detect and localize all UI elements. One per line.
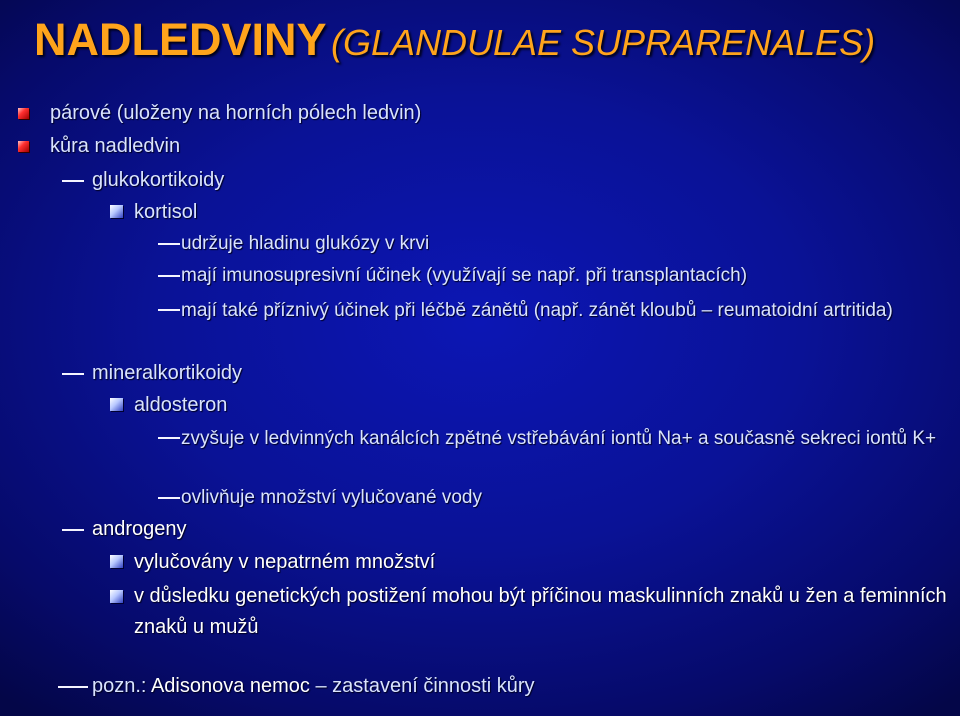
blue-square-bullet-icon — [110, 205, 123, 218]
line-aldosteron: aldosteron — [134, 394, 228, 416]
line-udrzuje-hladinu: udržuje hladinu glukózy v krvi — [181, 233, 430, 254]
line-priznivy-ucinek: mají také příznivý účinek při léčbě zánětů (např. zánět kloubů – reumatoidní artritida) — [181, 300, 893, 321]
line-zvysuje: zvyšuje v ledvinných kanálcích zpětné vstřebávání iontů Na+ a současně sekreci iontů K+ — [181, 428, 937, 449]
line-v-dusledku: v důsledku genetických postižení mohou být příčinou maskulinních znaků u žen a feminních znaků u mužů — [134, 585, 947, 638]
blue-square-bullet-icon — [110, 590, 123, 603]
slide-title — [34, 14, 875, 66]
note-prefix: pozn.: — [92, 675, 151, 697]
note-rest: – zastavení činnosti kůry — [309, 675, 535, 697]
dash-bullet-icon — [62, 529, 84, 531]
line-kortisol: kortisol — [134, 201, 198, 223]
line-glukokortikoidy: glukokortikoidy — [92, 169, 225, 191]
note-highlight: Adisonova nemoc — [150, 675, 310, 697]
dash-bullet-icon — [158, 309, 180, 311]
red-square-bullet-icon — [18, 141, 29, 152]
title-main: NADLEDVINY — [34, 14, 327, 65]
note-line — [92, 676, 534, 696]
line-ovlivnuje: ovlivňuje množství vylučované vody — [181, 487, 482, 508]
dash-bullet-icon — [62, 373, 84, 375]
line-imunosupresivni: mají imunosupresivní účinek (využívají se např. při transplantacích) — [181, 265, 748, 286]
line-mineralkortikoidy: mineralkortikoidy — [92, 362, 243, 384]
line-kura-nadledvin: kůra nadledvin — [50, 135, 181, 157]
dash-bullet-icon — [58, 686, 88, 688]
red-square-bullet-icon — [18, 108, 29, 119]
dash-bullet-icon — [158, 275, 180, 277]
dash-bullet-icon — [158, 437, 180, 439]
blue-square-bullet-icon — [110, 555, 123, 568]
dash-bullet-icon — [158, 243, 180, 245]
line-parove: párové (uloženy na horních pólech ledvin) — [50, 102, 422, 124]
dash-bullet-icon — [158, 497, 180, 499]
title-subtitle: (GLANDULAE SUPRARENALES) — [330, 22, 876, 63]
line-androgeny: androgeny — [92, 518, 187, 540]
blue-square-bullet-icon — [110, 398, 123, 411]
line-vylucovany: vylučovány v nepatrném množství — [134, 551, 436, 573]
dash-bullet-icon — [62, 180, 84, 182]
